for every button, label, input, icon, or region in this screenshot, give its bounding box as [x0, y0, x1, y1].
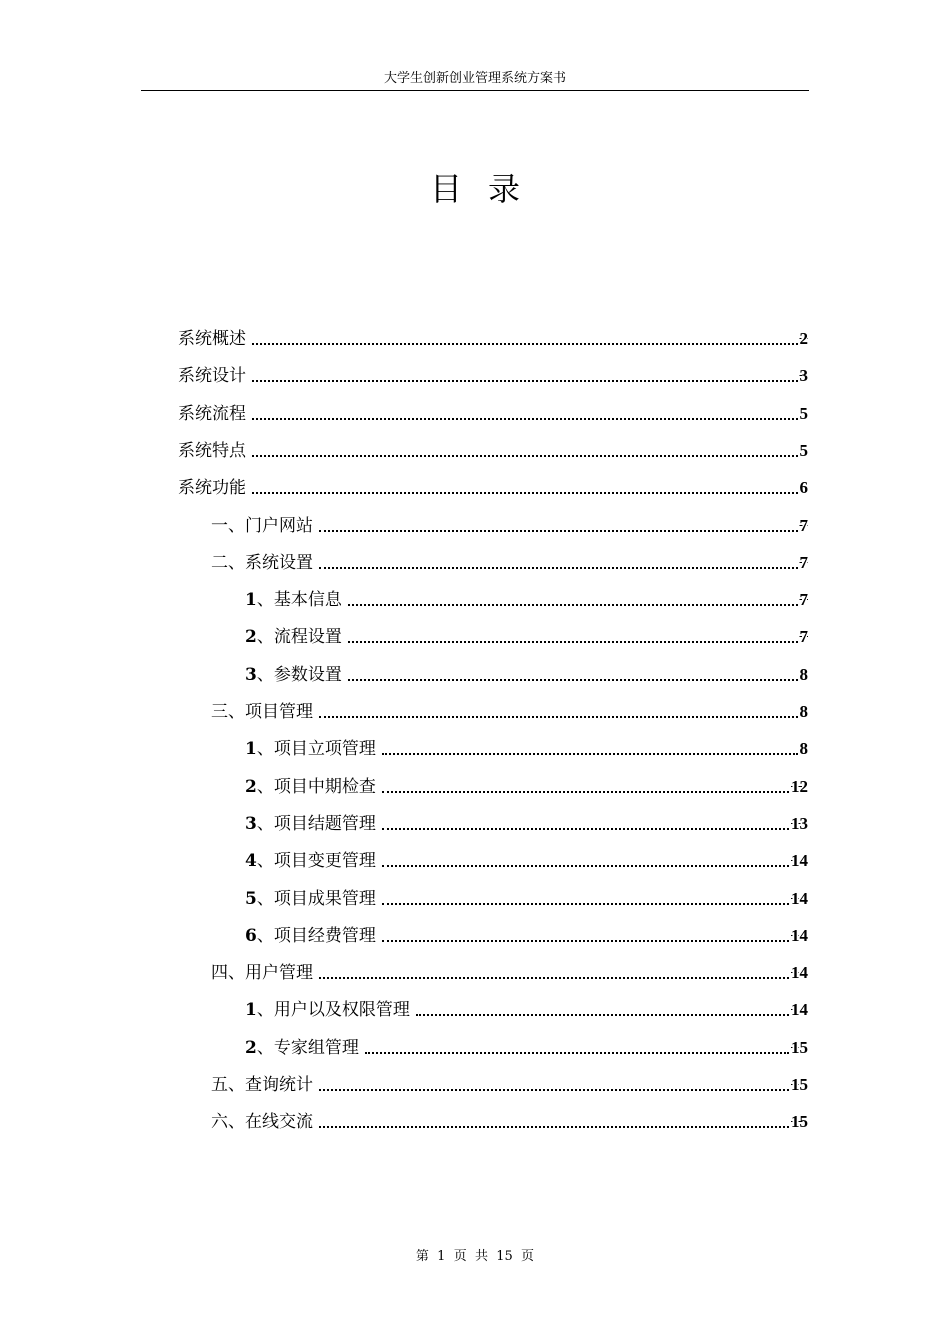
page-footer: 第 1 页 共 15 页: [415, 1249, 535, 1264]
toc-page-number: 14: [791, 888, 808, 908]
toc-page-number: 7: [799, 552, 808, 572]
toc-dot-leader: [348, 641, 798, 643]
toc-entry-separator: 、: [256, 1000, 274, 1021]
toc-dot-leader: [382, 753, 798, 755]
toc-entry-number: 2: [245, 776, 257, 797]
toc-entry-label: [245, 589, 342, 611]
toc-entry-label: [211, 1074, 313, 1096]
page-title: 目录: [429, 170, 546, 208]
toc-entry-text: 三、项目管理: [211, 702, 313, 722]
toc-entry-label: [178, 365, 246, 387]
toc-entry[interactable]: [211, 1072, 808, 1096]
toc-entry-separator: 、: [256, 664, 274, 685]
toc-dot-leader: [382, 828, 789, 830]
toc-entry[interactable]: [211, 699, 808, 723]
toc-entry[interactable]: [178, 438, 808, 462]
toc-entry[interactable]: [245, 624, 808, 648]
toc-page-number: 2: [799, 329, 808, 348]
toc-dot-leader: [319, 977, 789, 979]
toc-dot-leader: [319, 567, 798, 569]
toc-entry-label: [245, 813, 376, 835]
toc-entry-label: [245, 738, 376, 760]
toc-entry-number: 5: [245, 888, 257, 909]
toc-entry-text: 六、在线交流: [211, 1112, 313, 1133]
toc-page-number: 8: [799, 702, 808, 721]
toc-entry[interactable]: [178, 363, 808, 387]
toc-entry-label: [211, 701, 313, 723]
toc-entry[interactable]: [178, 475, 808, 499]
toc-entry-number: 6: [245, 925, 257, 946]
toc-dot-leader: [252, 418, 798, 420]
toc-entry-text: 用户以及权限管理: [273, 1000, 410, 1021]
toc-entry-number: 2: [245, 627, 257, 648]
toc-entry[interactable]: [245, 811, 808, 835]
toc-dot-leader: [319, 530, 798, 532]
toc-entry-number: 3: [245, 813, 257, 834]
toc-entry-number: 1: [245, 590, 257, 611]
toc-entry-label: [245, 850, 376, 872]
toc-page-number: 7: [799, 590, 808, 610]
toc-page-number: 7: [799, 515, 808, 535]
toc-entry-label: [245, 626, 342, 648]
toc-page-number: 14: [791, 963, 808, 983]
toc-page-number: 14: [791, 1000, 808, 1020]
toc-entry-number: 3: [245, 664, 257, 685]
toc-entry-text: 参数设置: [273, 664, 342, 685]
toc-entry-separator: 、: [256, 813, 274, 834]
toc-entry-text: 二、系统设置: [211, 552, 313, 573]
toc-entry-text: 项目中期检查: [273, 776, 376, 797]
toc-dot-leader: [319, 1126, 789, 1128]
toc-entry[interactable]: [245, 997, 808, 1021]
toc-entry-text: 系统概述: [178, 329, 246, 349]
toc-page-number: 8: [799, 739, 808, 759]
toc-entry[interactable]: [178, 326, 808, 350]
toc-entry-separator: 、: [256, 739, 274, 760]
toc-entry-text: 五、查询统计: [211, 1075, 313, 1095]
toc-entry[interactable]: [245, 1035, 808, 1059]
toc-dot-leader: [319, 716, 798, 718]
toc-entry-label: [178, 403, 246, 425]
toc-entry-separator: 、: [256, 888, 274, 909]
toc-entry[interactable]: [245, 886, 808, 910]
toc-entry-label: [178, 328, 246, 350]
toc-page-number: 7: [799, 627, 808, 647]
toc-entry[interactable]: [211, 513, 808, 537]
toc-page-number: 3: [799, 366, 808, 386]
toc-page-number: 5: [799, 440, 808, 460]
toc-dot-leader: [382, 940, 789, 942]
toc-entry-text: 项目立项管理: [273, 739, 376, 760]
toc-entry-label: [211, 1111, 313, 1133]
toc-page-number: 13: [791, 813, 808, 833]
toc-entry-label: [245, 888, 376, 910]
toc-entry-text: 系统特点: [178, 440, 246, 461]
toc-entry-text: 专家组管理: [273, 1037, 359, 1058]
toc-entry-text: 一、门户网站: [211, 515, 313, 536]
toc-page-number: 8: [799, 664, 808, 684]
toc-entry-label: [245, 1037, 359, 1059]
toc-entry-number: 1: [245, 739, 257, 760]
toc-entry[interactable]: [245, 662, 808, 686]
toc-entry-number: 2: [245, 1037, 257, 1058]
toc-dot-leader: [348, 604, 798, 606]
toc-entry-label: [178, 477, 246, 499]
toc-entry-number: 1: [245, 1000, 257, 1021]
toc-entry-text: 项目变更管理: [273, 851, 376, 872]
toc-entry-text: 项目成果管理: [273, 888, 376, 909]
toc-dot-leader: [382, 791, 789, 793]
toc-entry-label: [245, 999, 410, 1021]
toc-entry-label: [211, 552, 313, 574]
toc-entry-text: 四、用户管理: [211, 963, 313, 984]
toc-entry-text: 系统设计: [178, 366, 246, 387]
toc-entry-text: 项目经费管理: [273, 925, 376, 946]
toc-entry-label: [211, 962, 313, 984]
toc-dot-leader: [365, 1052, 789, 1054]
toc-entry-separator: 、: [256, 925, 274, 946]
toc-entry-label: [245, 664, 342, 686]
toc-dot-leader: [416, 1014, 789, 1016]
toc-page-number: 6: [799, 478, 808, 498]
toc-dot-leader: [382, 903, 789, 905]
toc-page-number: 15: [791, 1037, 808, 1057]
toc-entry[interactable]: [245, 736, 808, 760]
toc-entry-label: [211, 515, 313, 537]
toc-entry-text: 系统功能: [178, 478, 246, 499]
toc-entry[interactable]: [245, 587, 808, 611]
toc-entry-separator: 、: [256, 851, 274, 872]
toc-entry-text: 项目结题管理: [273, 813, 376, 834]
toc-page-number: 12: [791, 776, 808, 796]
toc-page-number: 5: [799, 403, 808, 423]
toc-entry-separator: 、: [256, 776, 274, 797]
toc-dot-leader: [252, 380, 798, 382]
toc-dot-leader: [348, 679, 798, 681]
toc-entry[interactable]: [245, 848, 808, 872]
header-title: 大学生创新创业管理系统方案书: [383, 71, 566, 86]
toc-entry[interactable]: [211, 550, 808, 574]
toc-page-number: 15: [791, 1075, 808, 1094]
toc-entry-label: [245, 776, 376, 798]
toc-entry-text: 流程设置: [273, 627, 342, 648]
toc-dot-leader: [252, 343, 798, 345]
toc-entry-separator: 、: [256, 1037, 274, 1058]
toc-entry[interactable]: [178, 401, 808, 425]
toc-entry-label: [245, 925, 376, 947]
toc-page-number: 14: [791, 851, 808, 871]
toc-entry[interactable]: [211, 1109, 808, 1133]
toc-entry[interactable]: [245, 923, 808, 947]
toc-page-number: 14: [791, 925, 808, 945]
toc-entry-number: 4: [245, 851, 257, 872]
toc-dot-leader: [382, 865, 789, 867]
toc-entry-label: [178, 440, 246, 462]
toc-entry-text: 系统流程: [178, 403, 246, 424]
toc-entry[interactable]: [245, 774, 808, 798]
toc-page-number: 15: [791, 1112, 808, 1132]
toc-entry-text: 基本信息: [273, 590, 342, 611]
toc-dot-leader: [252, 492, 798, 494]
toc-dot-leader: [252, 455, 798, 457]
toc-entry[interactable]: [211, 960, 808, 984]
toc-entry-separator: 、: [256, 590, 274, 611]
toc-dot-leader: [319, 1089, 789, 1091]
toc-entry-separator: 、: [256, 627, 274, 648]
